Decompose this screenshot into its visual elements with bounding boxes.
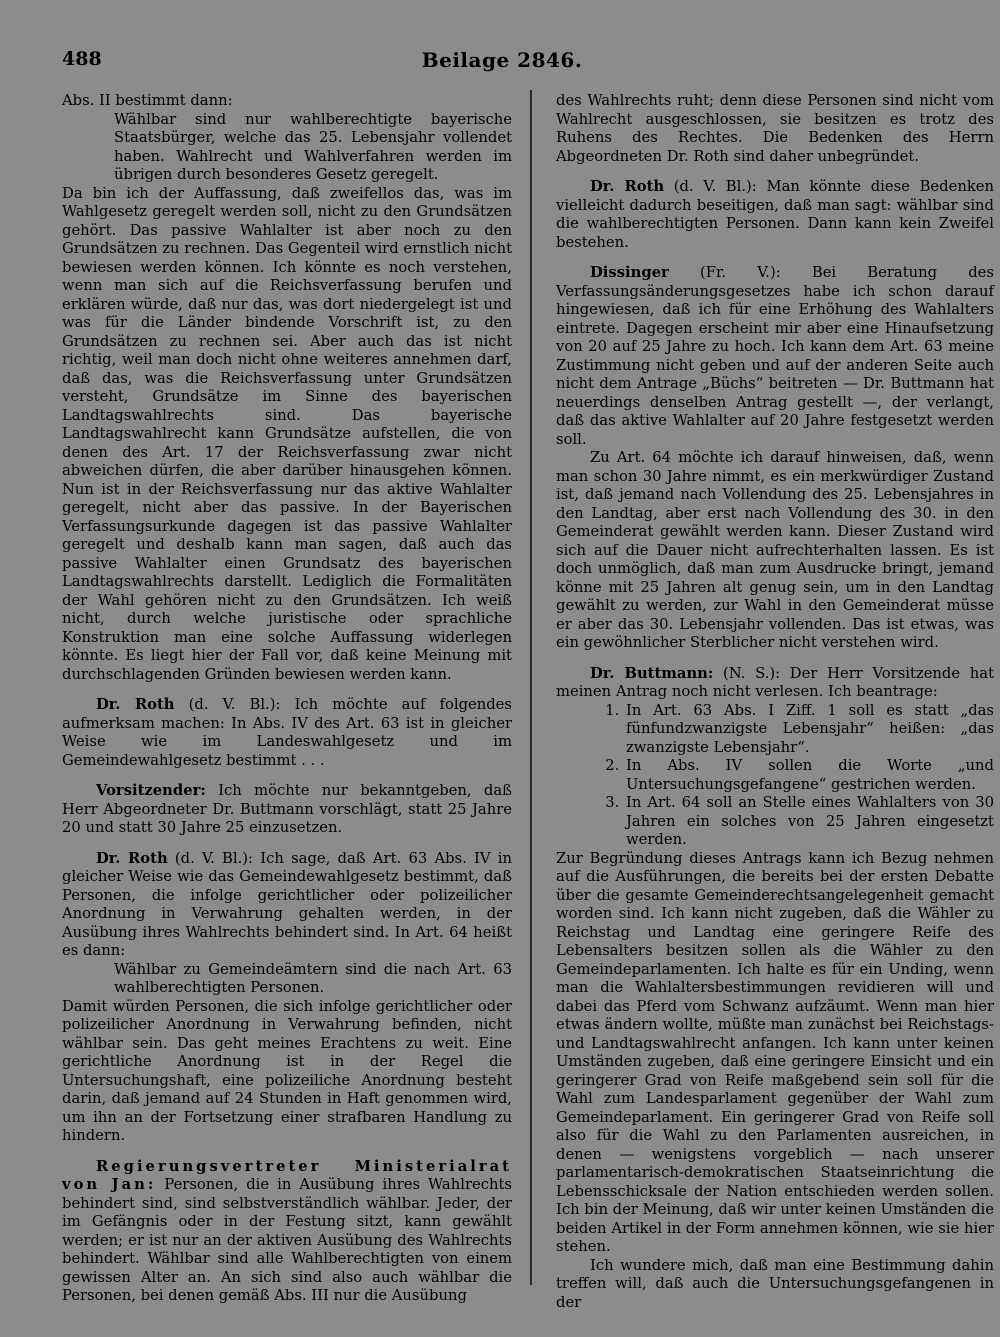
speaker-name: Dr. Roth (96, 849, 168, 867)
list-item: 3. In Art. 64 soll an Stelle eines Wahlalters von 30 Jahren ein solches von 25 Jahren eingesetzt werden. (624, 794, 994, 850)
speaker-paragraph (62, 696, 512, 770)
paragraph: Damit würden Personen, die sich infolge gerichtlicher oder polizeilicher Anordnung in Verwahrung befinden, nicht wählbar sein. Das geht meines Erachtens zu weit. Eine gerichtliche Anordnung ist in der Regel die Untersuchungshaft, eine polizeiliche Anordnung besteht darin, daß jemand auf 24 Stunden in Haft genommen wird, um ihn an der Fortsetzung einer strafbaren Handlung zu hindern. (62, 997, 512, 1144)
speaker-name: Dr. Roth (96, 696, 175, 713)
paragraph: Da bin ich der Auffassung, daß zweifellos das, was im Wahlgesetz geregelt werden soll, nicht zu den Grundsätzen gehört. Das passive Wahlalter ist aber noch zu den Grundsätzen zu rechnen. Das Gegenteil wird ernstlich nicht bewiesen werden können. Ich könnte es noch verstehen, wenn man sich auf die Reichsverfassung berufen und erklären würde, daß nur das, was dort niedergelegt ist und was für die Länder bindende Vorschrift ist, zu den Grundsätzen zu rechnen sei. Aber auch das ist nicht richtig, weil man doch nicht ohne weiteres annehmen darf, daß das, was die Reichsverfassung unter Grundsätzen versteht, Grundsätze im Sinne des bayerischen Landtagswahlrechts sind. Das bayerische Landtagswahlrecht kann Grundsätze aufstellen, die von denen des Art. 17 der Reichsverfassung zwar nicht abweichen dürfen, die aber darüber hinausgehen können. Nun ist in der Reichsverfassung nur das aktive Wahlalter geregelt, nicht aber das passive. In der Bayerischen Verfassungsurkunde dagegen ist das passive Wahlalter geregelt und deshalb kann man sagen, daß auch das passive Wahlalter einen Grundsatz des bayerischen Landtagswahlrechts darstellt. Lediglich die Formalitäten der Wahl gehören nicht zu den Grundsätzen. Ich weiß nicht, durch welche juristische oder sprachliche Konstruktion man eine solche Auffassung widerlegen könnte. Es liegt hier der Fall vor, daß keine Meinung mit durchschlagenden Gründen bewiesen werden kann. (62, 184, 512, 683)
page-title: Beilage 2846. (421, 48, 583, 72)
paragraph: Ich wundere mich, daß man eine Bestimmung dahin treffen will, daß auch die Untersuchungsgefangenen in der (556, 1256, 994, 1311)
block-quote: Wählbar zu Gemeindeämtern sind die nach Art. 63 wahlberechtigten Personen. (114, 960, 512, 996)
paragraph: des Wahlrechts ruht; denn diese Personen sind nicht vom Wahlrecht ausgeschlossen, sie besitzen es trotz des Ruhens des Rechtes. Die Bedenken des Herrn Abgeordneten Dr. Roth sind daher unbegründet. (556, 92, 994, 165)
speech-text: (d. V. Bl.): Ich sage, daß Art. 63 Abs. IV in gleicher Weise wie das Gemeindewahlgesetz bestimmt, daß Personen, die infolge gerichtlicher oder polizeilicher Anordnung in Verwahrung gehalten werden, in der Ausübung ihres Wahlrechts behindert sind. In Art. 64 heißt es dann: (62, 849, 512, 959)
speech-text: (d. V. Bl.): Man könnte diese Bedenken vielleicht dadurch beseitigen, daß man sagt: wählbar sind die wahlberechtigten Personen. Dann kann kein Zweifel bestehen. (556, 178, 994, 251)
speaker-paragraph (62, 850, 512, 961)
speech-text: Ich möchte nur bekanntgeben, daß Herr Abgeordneter Dr. Buttmann vorschlägt, statt 25 Jahre 20 und statt 30 Jahre 25 einzusetzen. (62, 782, 512, 836)
speaker-paragraph (62, 1158, 512, 1306)
speaker-name: Vorsitzender: (96, 782, 206, 799)
right-column (556, 92, 994, 1312)
speaker-name: Regierungsvertreter Ministerialrat von Jan: (62, 1157, 512, 1193)
speaker-name: Dr. Buttmann: (590, 664, 714, 682)
speech-text: (d. V. Bl.): Ich möchte auf folgendes aufmerksam machen: In Abs. IV des Art. 63 ist in gleicher Weise wie im Landeswahlgesetz und im Gemeindewahlgesetz bestimmt . . . (62, 696, 512, 769)
column-divider (530, 90, 532, 1285)
paragraph: Zur Begründung dieses Antrags kann ich Bezug nehmen auf die Ausführungen, die bereits bei der ersten Debatte über die gesamte Gemeinderechtsangelegenheit gemacht worden sind. Ich kann nicht zugeben, daß die Wähler zu Reichstag und Landtag eine geringere Reife des Lebensalters besitzen sollen als die Wähler zu den Gemeindeparlamenten. Ich halte es für ein Unding, wenn man die Wahlaltersbestimmungen revidieren will und dabei das Pferd vom Schwanz aufzäumt. Wenn man hier etwas ändern wollte, müßte man zunächst bei Reichstags- und Landtagswahlrecht anfangen. Ich kann unter keinen Umständen zugeben, daß eine geringere Einsicht und ein geringerer Grad von Reife maßgebend sein soll für die Wahl zum Landesparlament gegenüber der Wahl zum Gemeindeparlament. Ein geringerer Grad von Reife soll also für die Wahl zu den Parlamenten ausreichen, in denen — wenigstens vorgeblich — nach unserer parlamentarisch-demokratischen Staatseinrichtung die Lebensschicksale der Nation entschieden werden sollen. Ich bin der Meinung, daß wir unter keinen Umständen die beiden Artikel in der Form annehmen können, wie sie hier stehen. (556, 849, 994, 1255)
speaker-paragraph (556, 178, 994, 252)
speech-text: (Fr. V.): Bei Beratung des Verfassungsänderungsgesetzes habe ich schon darauf hingewiesen, daß ich für eine Erhöhung des Wahlalters eintrete. Dagegen erscheint mir aber eine Hinaufsetzung von 20 auf 25 Jahre zu hoch. Ich kann dem Art. 63 meine Zustimmung nicht geben und auf der anderen Seite auch nicht dem Antrage „Büchs“ beitreten — Dr. Buttmann hat neuerdings denselben Antrag gestellt —, der verlangt, daß das aktive Wahlalter auf 20 Jahre festgesetzt werden soll. (556, 264, 994, 448)
paragraph: Abs. II bestimmt dann: (62, 92, 233, 109)
motion-list (556, 702, 994, 850)
list-item: 1. In Art. 63 Abs. I Ziff. 1 soll es statt „das fünfundzwanzigste Lebensjahr“ heißen: „das zwanzigste Lebensjahr“. (624, 702, 994, 758)
speaker-paragraph (62, 782, 512, 838)
speaker-name: Dr. Roth (590, 178, 665, 195)
speaker-paragraph (556, 264, 994, 449)
page-header (62, 48, 942, 78)
speech-text: Personen, die in Ausübung ihres Wahlrechts behindert sind, sind selbstverständlich wählbar. Jeder, der im Gefängnis oder in der Festung sitzt, kann gewählt werden; er ist nur an der aktiven Ausübung des Wahlrechts behindert. Wählbar sind alle Wahlberechtigten von einem gewissen Alter an. An sich sind also auch wählbar die Personen, bei denen gemäß Abs. III nur die Ausübung (62, 1176, 512, 1304)
speaker-name: Dissinger (590, 264, 669, 281)
page-number: 488 (62, 48, 102, 70)
paragraph: Zu Art. 64 möchte ich darauf hinweisen, daß, wenn man schon 30 Jahre nimmt, es ein merkwürdiger Zustand ist, daß jemand nach Vollendung des 25. Lebensjahres in den Landtag, aber erst nach Vollendung des 30. in den Gemeinderat gewählt werden kann. Dieser Zustand wird sich auf die Dauer nicht aufrechterhalten lassen. Es ist doch unmöglich, daß man zum Ausdrucke bringt, jemand könne mit 25 Jahren alt genug sein, um in den Landtag gewählt zu werden, zur Wahl in den Gemeinderat müsse er aber das 30. Lebensjahr vollenden. Das ist etwas, was ein gewöhnlicher Sterblicher nicht verstehen wird. (556, 449, 994, 651)
block-quote: Wählbar sind nur wahlberechtigte bayerische Staatsbürger, welche das 25. Lebensjahr vollendet haben. Wahlrecht und Wahlverfahren werden im übrigen durch besonderes Gesetz geregelt. (114, 110, 512, 183)
list-item: 2. In Abs. IV sollen die Worte „und Untersuchungsgefangene“ gestrichen werden. (624, 757, 994, 794)
left-column (62, 92, 512, 1306)
speech-text: (N. S.): Der Herr Vorsitzende hat meinen Antrag noch nicht verlesen. Ich beantrage: (556, 664, 994, 700)
speaker-paragraph (556, 665, 994, 702)
